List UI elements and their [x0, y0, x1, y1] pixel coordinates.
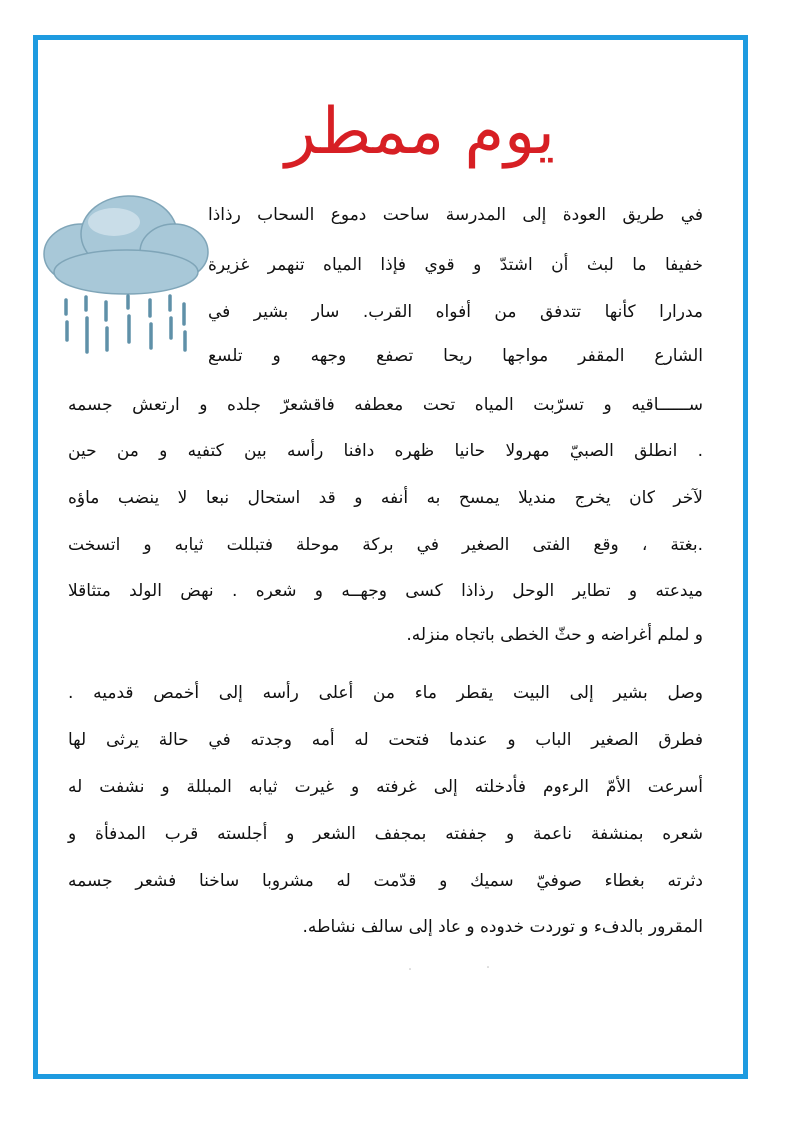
paragraph-line: لآخر كان يخرج منديلا يمسح به أنفه و قد استحال نبعا لا ينضب ماؤه	[68, 488, 703, 508]
paragraph-line: مدرارا كأنها تتدفق من أفواه القرب. سار بشير في	[208, 302, 703, 322]
paragraph-line: . انطلق الصبيّ مهرولا حانيا ظهره دافنا رأسه بين كتفيه و من حين	[68, 441, 703, 461]
scan-dots	[400, 965, 520, 973]
paragraph-line: المقرور بالدفء و توردت خدوده و عاد إلى سالف نشاطه.	[302, 917, 703, 937]
paragraph-line: ســــــاقيه و تسرّبت المياه تحت معطفه فاقشعرّ جلده و ارتعش جسمه	[68, 395, 703, 415]
paragraph-line: في طريق العودة إلى المدرسة ساحت دموع السحاب رذاذا	[208, 205, 703, 225]
page-title: يوم ممطر	[285, 95, 555, 169]
paragraph-line: فطرق الصغير الباب و عندما فتحت له أمه وجدته في حالة يرثى لها	[68, 730, 703, 750]
paragraph-line: وصل بشير إلى البيت يقطر ماء من أعلى رأسه إلى أخمص قدميه .	[68, 683, 703, 703]
paragraph-line: الشارع المقفر مواجها ريحا تصفع وجهه و تلسع	[208, 346, 703, 366]
paragraph-line: و لملم أغراضه و حثّ الخطى باتجاه منزله.	[406, 625, 703, 645]
rain-cloud-icon	[34, 192, 212, 362]
paragraph-line: ميدعته و تطاير الوحل رذاذا كسى وجهــه و شعره . نهض الولد متثاقلا	[68, 581, 703, 601]
paragraph-line: .بغتة ، وقع الفتى الصغير في بركة موحلة فتبللت ثيابه و اتسخت	[68, 535, 703, 555]
paragraph-line: شعره بمنشفة ناعمة و جففته بمجفف الشعر و أجلسته قرب المدفأة و	[68, 824, 703, 844]
paragraph-line: خفيفا ما لبث أن اشتدّ و قوي فإذا المياه تنهمر غزيرة	[208, 255, 703, 275]
paragraph-line: أسرعت الأمّ الرءوم فأدخلته إلى غرفته و غيرت ثيابه المبللة و نشفت له	[68, 777, 703, 797]
paragraph-line: دثرته بغطاء صوفيّ سميك و قدّمت له مشروبا ساخنا فشعر جسمه	[68, 871, 703, 891]
